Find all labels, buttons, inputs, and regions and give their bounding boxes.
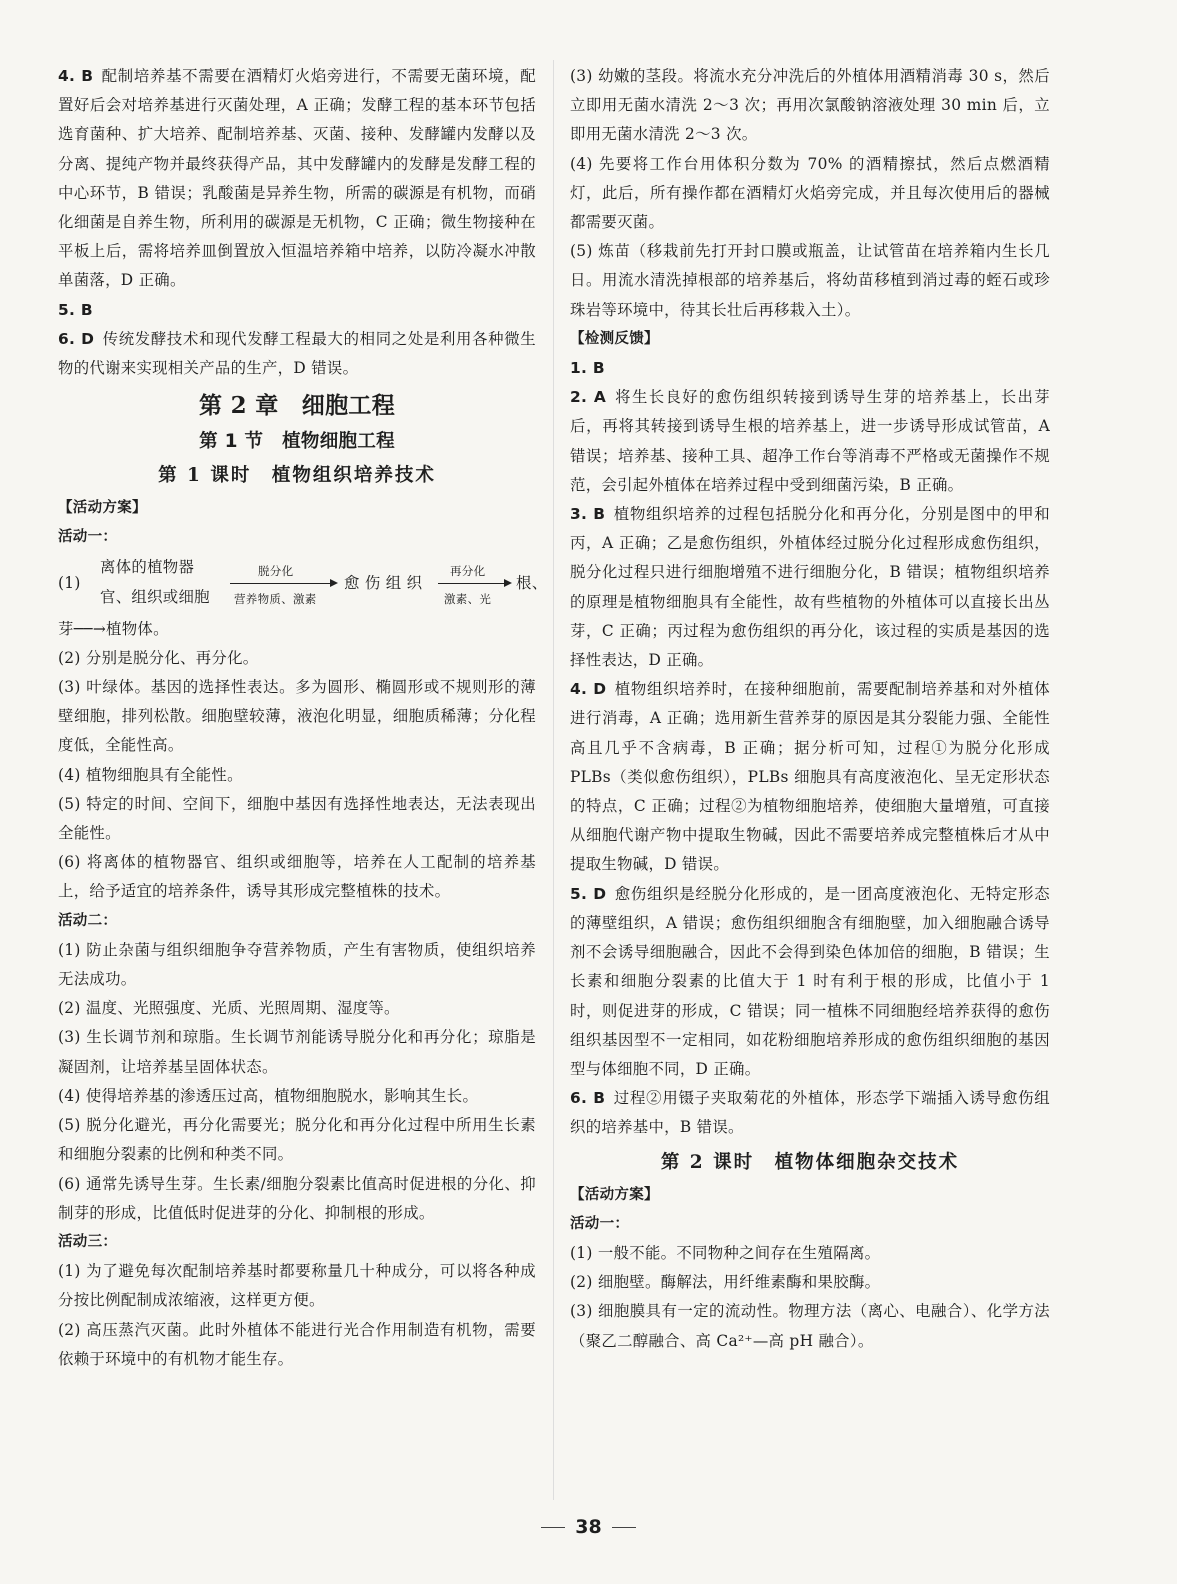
feedback-label: 【检测反馈】 bbox=[570, 330, 659, 347]
feedback-3: 3. B 植物组织培养的过程包括脱分化和再分化，分别是图中的甲和丙，A 正确；乙是愈伤组织，外植体经过脱分化过程形成愈伤组织，脱分化过程只进行细胞增殖不进行细胞分化，B 错误；植物组织培养的原理是植物细胞具有全能性，故有些植物的外植体可以直接长出丛芽，C 正确；丙过程为愈伤组织的再分化，该过程的实质是基因的选择性表达，D 正确。 bbox=[570, 505, 1050, 670]
act1-item-3: (3) 叶绿体。基因的选择性表达。多为圆形、椭圆形或不规则形的薄壁细胞，排列松散。细胞壁较薄，液泡化明显，细胞质稀薄；分化程度低，全能性高。 bbox=[58, 678, 536, 755]
arrow2-line bbox=[438, 583, 506, 584]
act1-item-2: (2) 分别是脱分化、再分化。 bbox=[58, 648, 259, 667]
act2-item-5: (5) 脱分化避光，再分化需要光；脱分化和再分化过程中所用生长素和细胞分裂素的比例和种类不同。 bbox=[58, 1116, 536, 1164]
answer-6: 6. D 传统发酵技术和现代发酵工程最大的相同之处是利用各种微生物的代谢来实现相关产品的生产，D 错误。 bbox=[58, 329, 536, 378]
activity-1-label-2: 活动一： bbox=[570, 1215, 630, 1232]
flow-diagram bbox=[58, 553, 548, 615]
answer-4: 4. B 配制培养基不需要在酒精灯火焰旁进行，不需要无菌环境，配置好后会对培养基进行灭菌处理，A 正确；发酵工程的基本环节包括选育菌种、扩大培养、配制培养基、灭菌、接种、发酵罐内发酵以及分离、提纯产物并最终获得产品，其中发酵罐内的发酵是发酵工程的中心环节，B 错误；乳酸菌是异养生物，所需的碳源是有机物，而硝化细菌是自养生物，所利用的碳源是无机物，C 正确；微生物接种在平板上后，需将培养皿倒置放入恒温培养箱中培养，以防冷凝水冲散单菌落，D 正确。 bbox=[58, 67, 536, 290]
act3-item-4: (4) 先要将工作台用体积分数为 70% 的酒精擦拭，然后点燃酒精灯，此后，所有操作都在酒精灯火焰旁完成，并且每次使用后的器械都需要灭菌。 bbox=[570, 154, 1050, 232]
activity-1-label: 活动一： bbox=[58, 529, 118, 546]
act3-item-5: (5) 炼苗（移栽前先打开封口膜或瓶盖，让试管苗在培养箱内生长几日。用流水清洗掉根部的培养基后，将幼苗移植到消过毒的蛭石或珍珠岩等环境中，待其长壮后再移栽入土）。 bbox=[570, 242, 1050, 319]
arrow1-line bbox=[230, 583, 332, 584]
arrow1-bottom-label: 营养物质、激素 bbox=[234, 591, 317, 606]
activity-3-label: 活动三： bbox=[58, 1233, 118, 1250]
act2-item-3: (3) 生长调节剂和琼脂。生长调节剂能诱导脱分化和再分化；琼脂是凝固剂，让培养基呈固体状态。 bbox=[58, 1028, 536, 1076]
activity-plan-label: 【活动方案】 bbox=[58, 500, 147, 517]
flow-callus: 愈 伤 组 织 bbox=[344, 573, 423, 592]
arrow1-head-icon bbox=[330, 579, 338, 587]
activity-plan-label-2: 【活动方案】 bbox=[570, 1186, 659, 1203]
answer-5: 5. B bbox=[58, 300, 93, 319]
feedback-5: 5. D 愈伤组织是经脱分化形成的，是一团高度液泡化、无特定形态的薄壁组织，A 错误；愈伤组织细胞含有细胞壁，加入细胞融合诱导剂不会诱导细胞融合，因此不会得到染色体加倍的细胞，B 错误；生长素和细胞分裂素的比值大于 1 时有利于根的形成，比值小于 1 时，则促进芽的形成，C 错误；同一植株不同细胞经培养获得的愈伤组织基因型不一定相同，如花粉细胞培养形成的愈伤组织细胞的基因型与体细胞不同，D 正确。 bbox=[570, 884, 1050, 1078]
chapter-title: 第 2 章 细胞工程 bbox=[198, 392, 396, 420]
arrow2-top-label: 再分化 bbox=[450, 563, 486, 578]
flow-index: (1) bbox=[58, 573, 81, 592]
footer-dash-right bbox=[612, 1527, 636, 1528]
flow-start-line2: 官、组织或细胞 bbox=[100, 587, 210, 606]
feedback-6: 6. B 过程②用镊子夹取菊花的外植体，形态学下端插入诱导愈伤组织的培养基中，B 错误。 bbox=[570, 1089, 1050, 1137]
act3-item-1: (1) 为了避免每次配制培养基时都要称量几十种成分，可以将各种成分按比例配制成浓缩液，这样更方便。 bbox=[58, 1262, 536, 1310]
lesson-2-title: 第 2 课时 植物体细胞杂交技术 bbox=[660, 1151, 960, 1173]
arrow2-head-icon bbox=[504, 579, 512, 587]
page-number: 38 bbox=[575, 1516, 602, 1538]
left-column bbox=[58, 62, 548, 1374]
activity-2-label: 活动二： bbox=[58, 912, 118, 929]
feedback-2: 2. A 将生长良好的愈伤组织转接到诱导生芽的培养基上，长出芽后，再将其转接到诱导生根的培养基上，进一步诱导形成试管苗，A 错误；培养基、接种工具、超净工作台等消毒不严格或无菌操作不规范，会引起外植体在培养过程中受到细菌污染，B 正确。 bbox=[570, 388, 1050, 494]
act3-item-2: (2) 高压蒸汽灭菌。此时外植体不能进行光合作用制造有机物，需要依赖于环境中的有机物才能生存。 bbox=[58, 1320, 536, 1368]
flow-root: 根、 bbox=[516, 573, 548, 592]
feedback-4: 4. D 植物组织培养时，在接种细胞前，需要配制培养基和对外植体进行消毒，A 正确；选用新生营养芽的原因是其分裂能力强、全能性高且几乎不含病毒，B 正确；据分析可知，过程①为脱分化形成 PLBs（类似愈伤组织），PLBs 细胞具有高度液泡化、呈无定形状态的特点，C 正确；过程②为植物细胞培养，使细胞大量增殖，可直接从细胞代谢产物中提取生物碱，因此不需要培养成完整植株后才从中提取生物碱，D 错误。 bbox=[570, 680, 1050, 874]
flow-end: 芽──→植物体。 bbox=[58, 619, 169, 638]
act2-item-4: (4) 使得培养基的渗透压过高，植物细胞脱水，影响其生长。 bbox=[58, 1086, 479, 1105]
arrow2-bottom-label: 激素、光 bbox=[444, 591, 492, 606]
flow-start-line1: 离体的植物器 bbox=[100, 557, 195, 576]
act1-item-4: (4) 植物细胞具有全能性。 bbox=[58, 765, 243, 784]
feedback-1: 1. B bbox=[570, 359, 605, 378]
page-footer bbox=[0, 1516, 1177, 1538]
act1-item-5: (5) 特定的时间、空间下，细胞中基因有选择性地表达，无法表现出全能性。 bbox=[58, 794, 536, 843]
column-divider bbox=[553, 60, 554, 1500]
lesson2-act1-item-3: (3) 细胞膜具有一定的流动性。物理方法（离心、电融合）、化学方法（聚乙二醇融合、高 Ca²⁺—高 pH 融合）。 bbox=[570, 1302, 1050, 1350]
lesson2-act1-item-1: (1) 一般不能。不同物种之间存在生殖隔离。 bbox=[570, 1243, 881, 1262]
lesson-title: 第 1 课时 植物组织培养技术 bbox=[158, 465, 436, 487]
act2-item-1: (1) 防止杂菌与组织细胞争夺营养物质，产生有害物质，使组织培养无法成功。 bbox=[58, 940, 536, 989]
act1-item-6: (6) 将离体的植物器官、组织或细胞等，培养在人工配制的培养基上，给予适宜的培养条件，诱导其形成完整植株的技术。 bbox=[58, 853, 536, 901]
act2-item-2: (2) 温度、光照强度、光质、光照周期、湿度等。 bbox=[58, 999, 400, 1018]
footer-dash-left bbox=[541, 1527, 565, 1528]
act2-item-6: (6) 通常先诱导生芽。生长素/细胞分裂素比值高时促进根的分化、抑制芽的形成，比值低时促进芽的分化、抑制根的形成。 bbox=[58, 1174, 536, 1222]
right-column bbox=[570, 62, 1050, 1356]
section-title: 第 1 节 植物细胞工程 bbox=[199, 431, 395, 453]
arrow1-top-label: 脱分化 bbox=[258, 563, 294, 578]
lesson2-act1-item-2: (2) 细胞壁。酶解法，用纤维素酶和果胶酶。 bbox=[570, 1273, 881, 1292]
act3-item-3: (3) 幼嫩的茎段。将流水充分冲洗后的外植体用酒精消毒 30 s，然后立即用无菌水清洗 2～3 次；再用次氯酸钠溶液处理 30 min 后，立即用无菌水清洗 2～3 次。 bbox=[570, 67, 1050, 144]
